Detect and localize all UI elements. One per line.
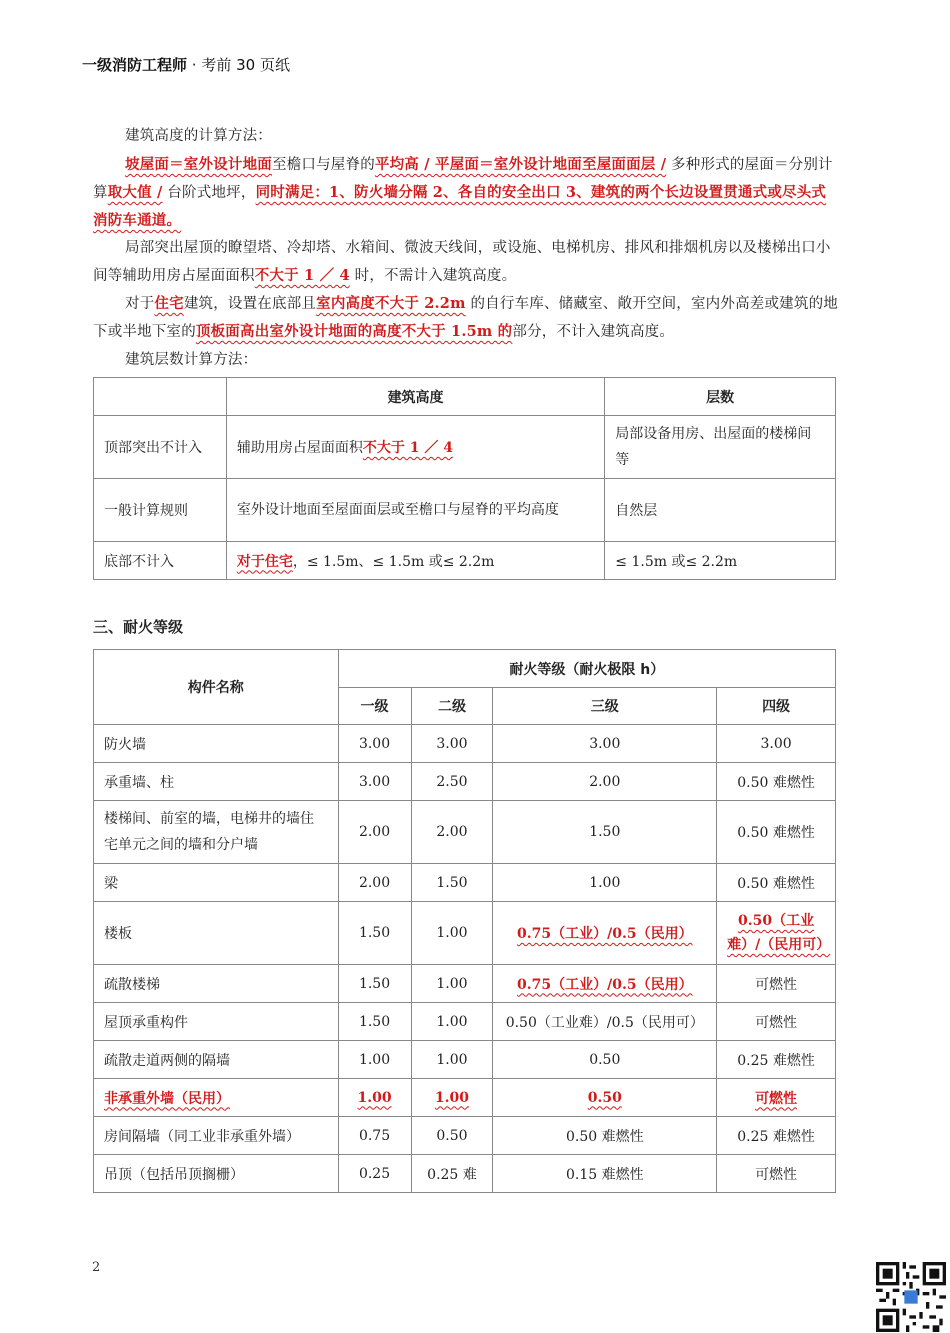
table2-header-level-4: 四级 [717,688,836,725]
table2-cell-value: 0.50 难燃性 [737,774,815,791]
text-fragment: 局部突出屋顶的瞭望塔、冷却塔、水箱间、微波天线间，或设施、电梯机房、排风和排烟机房以及楼梯出口小间等辅助用房占屋面面积 [93,240,831,284]
table2-cell [338,1117,411,1155]
table2-header-level-2: 二级 [411,688,493,725]
table2-row [94,1117,836,1155]
qr-code-icon [876,1262,946,1332]
table2-cell-value: 1.00 [358,1051,391,1068]
table2-cell [411,1041,493,1079]
table1-cell [226,542,604,580]
table2-cell-value: 0.25 难 [427,1166,477,1183]
table2-cell-value: 3.00 [358,773,391,790]
table2-cell [717,1155,836,1193]
table2-cell [493,864,717,902]
table2-row [94,801,836,864]
table2-cell [493,801,717,864]
table2-cell-value: 3.00 [760,735,792,752]
table1-header-empty [94,378,227,416]
table2-row-name [94,1117,339,1155]
table2-cell-value: 0.50 难燃性 [737,825,815,841]
table2-header-group: 耐火等级（耐火极限 h） [338,650,835,688]
table2-cell [717,725,836,763]
table2-cell [411,1003,493,1041]
table2-row [94,1041,836,1079]
table2-cell [411,902,493,965]
table1-row-label: 顶部突出不计入 [94,416,227,479]
table2-row-name-text: 疏散楼梯 [104,976,160,993]
text-fragment: 多种形式的屋面＝分别计算 [93,157,833,201]
section-title: 三、耐火等级 [93,618,184,636]
table2-row-name-text: 防火墙 [104,736,146,753]
table2-cell-value: 1.00 [434,1089,470,1106]
table2-cell [493,763,717,801]
table2-cell [493,1003,717,1041]
table2-header-component: 构件名称 [94,650,339,725]
text-fragment: 辅助用房占屋面面积 [236,440,363,456]
table2-cell-value: 可燃性 [755,1090,798,1107]
table2-cell [493,1079,717,1117]
text-fragment: 时，不需计入建筑高度。 [349,268,517,284]
text-fragment: 对于 [125,296,155,312]
table2-header-level-3: 三级 [493,688,717,725]
table2-cell-value: 0.15 难燃性 [565,1166,644,1183]
table2-cell [338,1155,411,1193]
table2-row-name-text: 房间隔墙（同工业非承重外墙） [104,1128,300,1145]
table2-cell-value: 1.50 [358,1013,391,1030]
table2-row-name-text: 疏散走道两侧的隔墙 [104,1052,230,1069]
table2-cell-value: 可燃性 [755,1166,798,1183]
text-fragment: 台阶式地坪， [162,185,256,201]
table2-row [94,1155,836,1193]
table2-cell [338,902,411,965]
table2-cell-value: 1.50 [589,824,621,840]
table2-cell-value: 1.00 [436,1013,468,1030]
table2-row-name [94,1041,339,1079]
table2-cell [717,763,836,801]
table2-row-name [94,965,339,1003]
table2-row-name-text: 梁 [104,875,118,892]
header-separator: · [191,56,197,74]
table1-row-label: 一般计算规则 [94,479,227,542]
highlight-residential-cell: 对于住宅 [236,553,293,570]
table2-cell [411,801,493,864]
table1-cell: 自然层 [605,479,836,542]
highlight-1-5m: 顶板面高出室外设计地面的高度不大于 1.5m 的 [195,323,513,340]
table2-cell [717,1079,836,1117]
table2-row-name [94,1003,339,1041]
table2-cell-value: 2.00 [358,824,391,840]
paragraph-floor-count-title: 建筑层数计算方法： [125,352,258,368]
page-number: 2 [92,1260,101,1275]
table2-row-name [94,725,339,763]
table2-cell [717,801,836,864]
table2-row-name [94,763,339,801]
table2-row [94,1079,836,1117]
table2-cell [338,864,411,902]
table1-cell: 室外设计地面至屋面面层或至檐口与屋脊的平均高度 [226,479,604,542]
table2-row [94,725,836,763]
table2-cell [493,1117,717,1155]
table2-cell [717,902,836,965]
table2-cell [717,1003,836,1041]
table2-cell [717,1041,836,1079]
table2-cell-value: 3.00 [358,735,391,752]
table2-cell-value: 0.25 [358,1165,391,1182]
highlight-take-max: 取大值 / [107,184,163,201]
table2-cell-value: 0.50 [436,1127,468,1144]
table2-cell-value: 1.50 [358,925,391,941]
table2-cell-value: 0.75（工业）/0.5（民用） [517,976,693,993]
highlight-average-height: 平均高 / 平屋面＝室外设计地面至屋面面层 / [374,156,667,173]
table2-cell [411,1079,493,1117]
paragraph-residential [93,290,838,346]
table1-header-floors: 层数 [605,378,836,416]
table2-cell [338,725,411,763]
table2-cell-value: 0.25 难燃性 [737,1052,815,1069]
table2-row [94,965,836,1003]
table2-cell-value: 1.00 [589,874,621,891]
table2-cell-value: 1.00 [436,975,468,992]
table2-cell-value: 3.00 [589,735,621,752]
table2-cell [717,1117,836,1155]
table2-row [94,1003,836,1041]
table2-cell [411,864,493,902]
highlight-quarter: 不大于 1 ／ 4 [254,267,350,284]
highlight-quarter-cell: 不大于 1 ／ 4 [362,440,453,456]
table2-row-name-text: 楼板 [104,926,132,942]
table1-header-height: 建筑高度 [226,378,604,416]
table2-cell [338,1079,411,1117]
text-fragment: 建筑，设置在底部且 [183,296,317,312]
table2-cell [493,1041,717,1079]
table1-row-label: 底部不计入 [94,542,227,580]
fire-resistance-table [93,649,836,1193]
table2-row-name-text: 楼梯间、前室的墙，电梯井的墙住宅单元之间的墙和分户墙 [104,811,314,853]
table1-cell [226,416,604,479]
table2-cell [493,725,717,763]
header-subtitle: 考前 30 页纸 [201,56,290,74]
table1-cell: ≤ 1.5m 或≤ 2.2m [605,542,836,580]
building-height-table [93,377,836,580]
table2-cell [411,1117,493,1155]
table2-cell-value: 0.50 难燃性 [737,875,815,892]
table2-cell-value: 0.75（工业）/0.5（民用） [517,926,693,942]
table2-cell [411,1155,493,1193]
table2-cell-value: 可燃性 [755,1014,798,1031]
table2-cell-value: 2.00 [589,773,621,790]
table2-cell [717,864,836,902]
table2-cell [338,763,411,801]
table2-cell-value: 0.50（工业难）/（民用可） [727,913,831,953]
text-fragment: 部分，不计入建筑高度。 [512,324,675,340]
table2-row-name-text: 吊顶（包括吊顶搁栅） [104,1166,244,1183]
table2-cell-value: 1.00 [436,1051,468,1068]
table2-cell-value: 1.50 [436,874,468,891]
table2-cell-value: 2.00 [358,874,391,891]
highlight-slope-roof: 坡屋面＝室外设计地面 [125,156,272,173]
table2-cell-value: 可燃性 [755,976,798,993]
table2-cell-value: 0.50 [589,1051,621,1068]
table1-cell: 局部设备用房、出屋面的楼梯间等 [605,416,836,479]
page-header [82,54,290,75]
table2-cell-value: 1.00 [357,1089,392,1106]
table2-cell-value: 2.50 [436,773,468,790]
table2-cell-value: 0.25 难燃性 [737,1128,815,1145]
table2-cell-value: 2.00 [436,824,468,840]
table2-cell-value: 0.50（工业难）/0.5（民用可） [505,1014,704,1031]
highlight-conditions: 同时满足：1、防火墙分隔 2、各自的安全出口 3、建筑的两个长边设置贯通式或尽头式消防车通道。 [93,184,827,229]
table2-cell [717,965,836,1003]
table2-cell [493,965,717,1003]
table2-cell-value: 0.50 难燃性 [565,1128,644,1145]
text-fragment: 的自行车库、储藏室、敞开空间，室内外高差或建筑的地下或半地下室的 [93,296,838,340]
table2-cell-value: 1.00 [436,925,468,941]
table2-row-name [94,902,339,965]
table2-header-level-1: 一级 [338,688,411,725]
table2-cell [338,801,411,864]
table2-cell [411,965,493,1003]
table2-cell-value: 0.75 [358,1127,391,1144]
table2-row [94,864,836,902]
table2-row-name-text: 屋顶承重构件 [104,1014,188,1031]
text-fragment: ，≤ 1.5m、≤ 1.5m 或≤ 2.2m [292,553,495,570]
paragraph-height-method-title: 建筑高度的计算方法： [125,128,272,144]
header-title: 一级消防工程师 [82,56,188,74]
table2-row [94,902,836,965]
highlight-residential: 住宅 [154,295,184,312]
table2-cell-value: 3.00 [436,735,468,752]
table2-row-name [94,864,339,902]
paragraph-roof-protrusion [93,235,838,290]
table2-cell-value: 1.50 [358,975,391,992]
paragraph-height-method [93,151,838,235]
text-fragment: 至檐口与屋脊的 [272,157,375,173]
table2-cell-value: 0.50 [587,1089,622,1106]
table2-cell [493,1155,717,1193]
table2-row [94,763,836,801]
table2-cell [338,1041,411,1079]
table2-row-name [94,1155,339,1193]
highlight-2-2m: 室内高度不大于 2.2m [316,295,466,312]
table2-row-name-text: 承重墙、柱 [104,774,174,791]
table2-row-name [94,801,339,864]
table2-row-name [94,1079,339,1117]
table2-cell [411,725,493,763]
table2-cell [338,1003,411,1041]
table2-cell [411,763,493,801]
table2-row-name-text: 非承重外墙（民用） [104,1090,230,1107]
table2-cell [493,902,717,965]
table2-cell [338,965,411,1003]
